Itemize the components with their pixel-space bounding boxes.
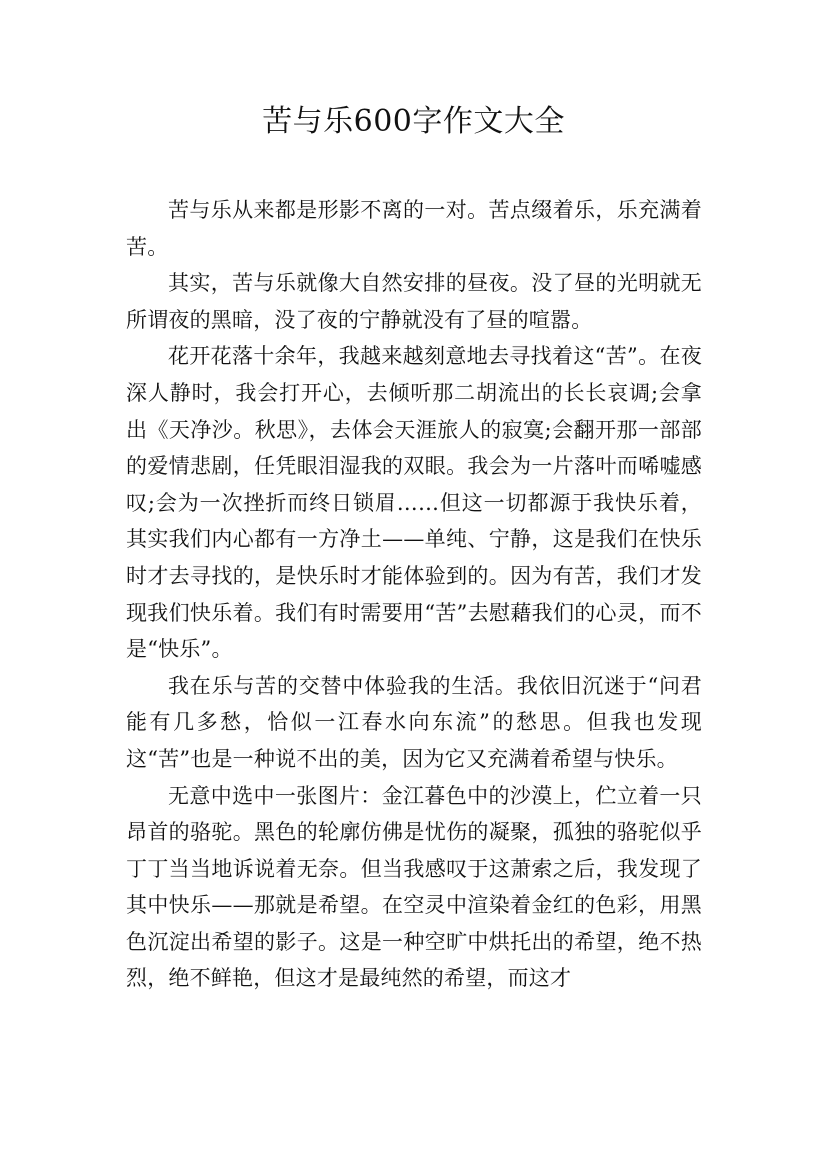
paragraph-3: 花开花落十余年，我越来越刻意地去寻找着这“苦”。在夜深人静时，我会打开心，去倾听那二胡流出的长长哀调;会拿出《天净沙。秋思》，去体会天涯旅人的寂寞;会翻开那一部部的爱情悲剧，任凭眼泪湿我的双眼。我会为一片落叶而唏嘘感叹;会为一次挫折而终日锁眉……但这一切都源于我快乐着，其实我们内心都有一方净土——单纯、宁静，这是我们在快乐时才去寻找的，是快乐时才能体验到的。因为有苦，我们才发现我们快乐着。我们有时需要用“苦”去慰藉我们的心灵，而不是“快乐”。 [126,344,702,662]
document-body [126,192,702,997]
document-title: 苦与乐600字作文大全 [262,104,565,139]
paragraph-1: 苦与乐从来都是形影不离的一对。苦点缀着乐，乐充满着苦。 [126,198,702,259]
paragraph-5: 无意中选中一张图片：金江暮色中的沙漠上，伫立着一只昂首的骆驼。黑色的轮廓仿佛是忧伤的凝聚，孤独的骆驼似乎丁丁当当地诉说着无奈。但当我感叹于这萧索之后，我发现了其中快乐——那就是希望。在空灵中渲染着金红的色彩，用黑色沉淀出希望的影子。这是一种空旷中烘托出的希望，绝不热烈，绝不鲜艳，但这才是最纯然的希望，而这才 [126,783,702,991]
paragraph-2: 其实，苦与乐就像大自然安排的昼夜。没了昼的光明就无所谓夜的黑暗，没了夜的宁静就没有了昼的喧嚣。 [126,271,702,332]
paragraph-4: 我在乐与苦的交替中体验我的生活。我依旧沉迷于“问君能有几多愁，恰似一江春水向东流”的愁思。但我也发现这“苦”也是一种说不出的美，因为它又充满着希望与快乐。 [126,673,702,771]
